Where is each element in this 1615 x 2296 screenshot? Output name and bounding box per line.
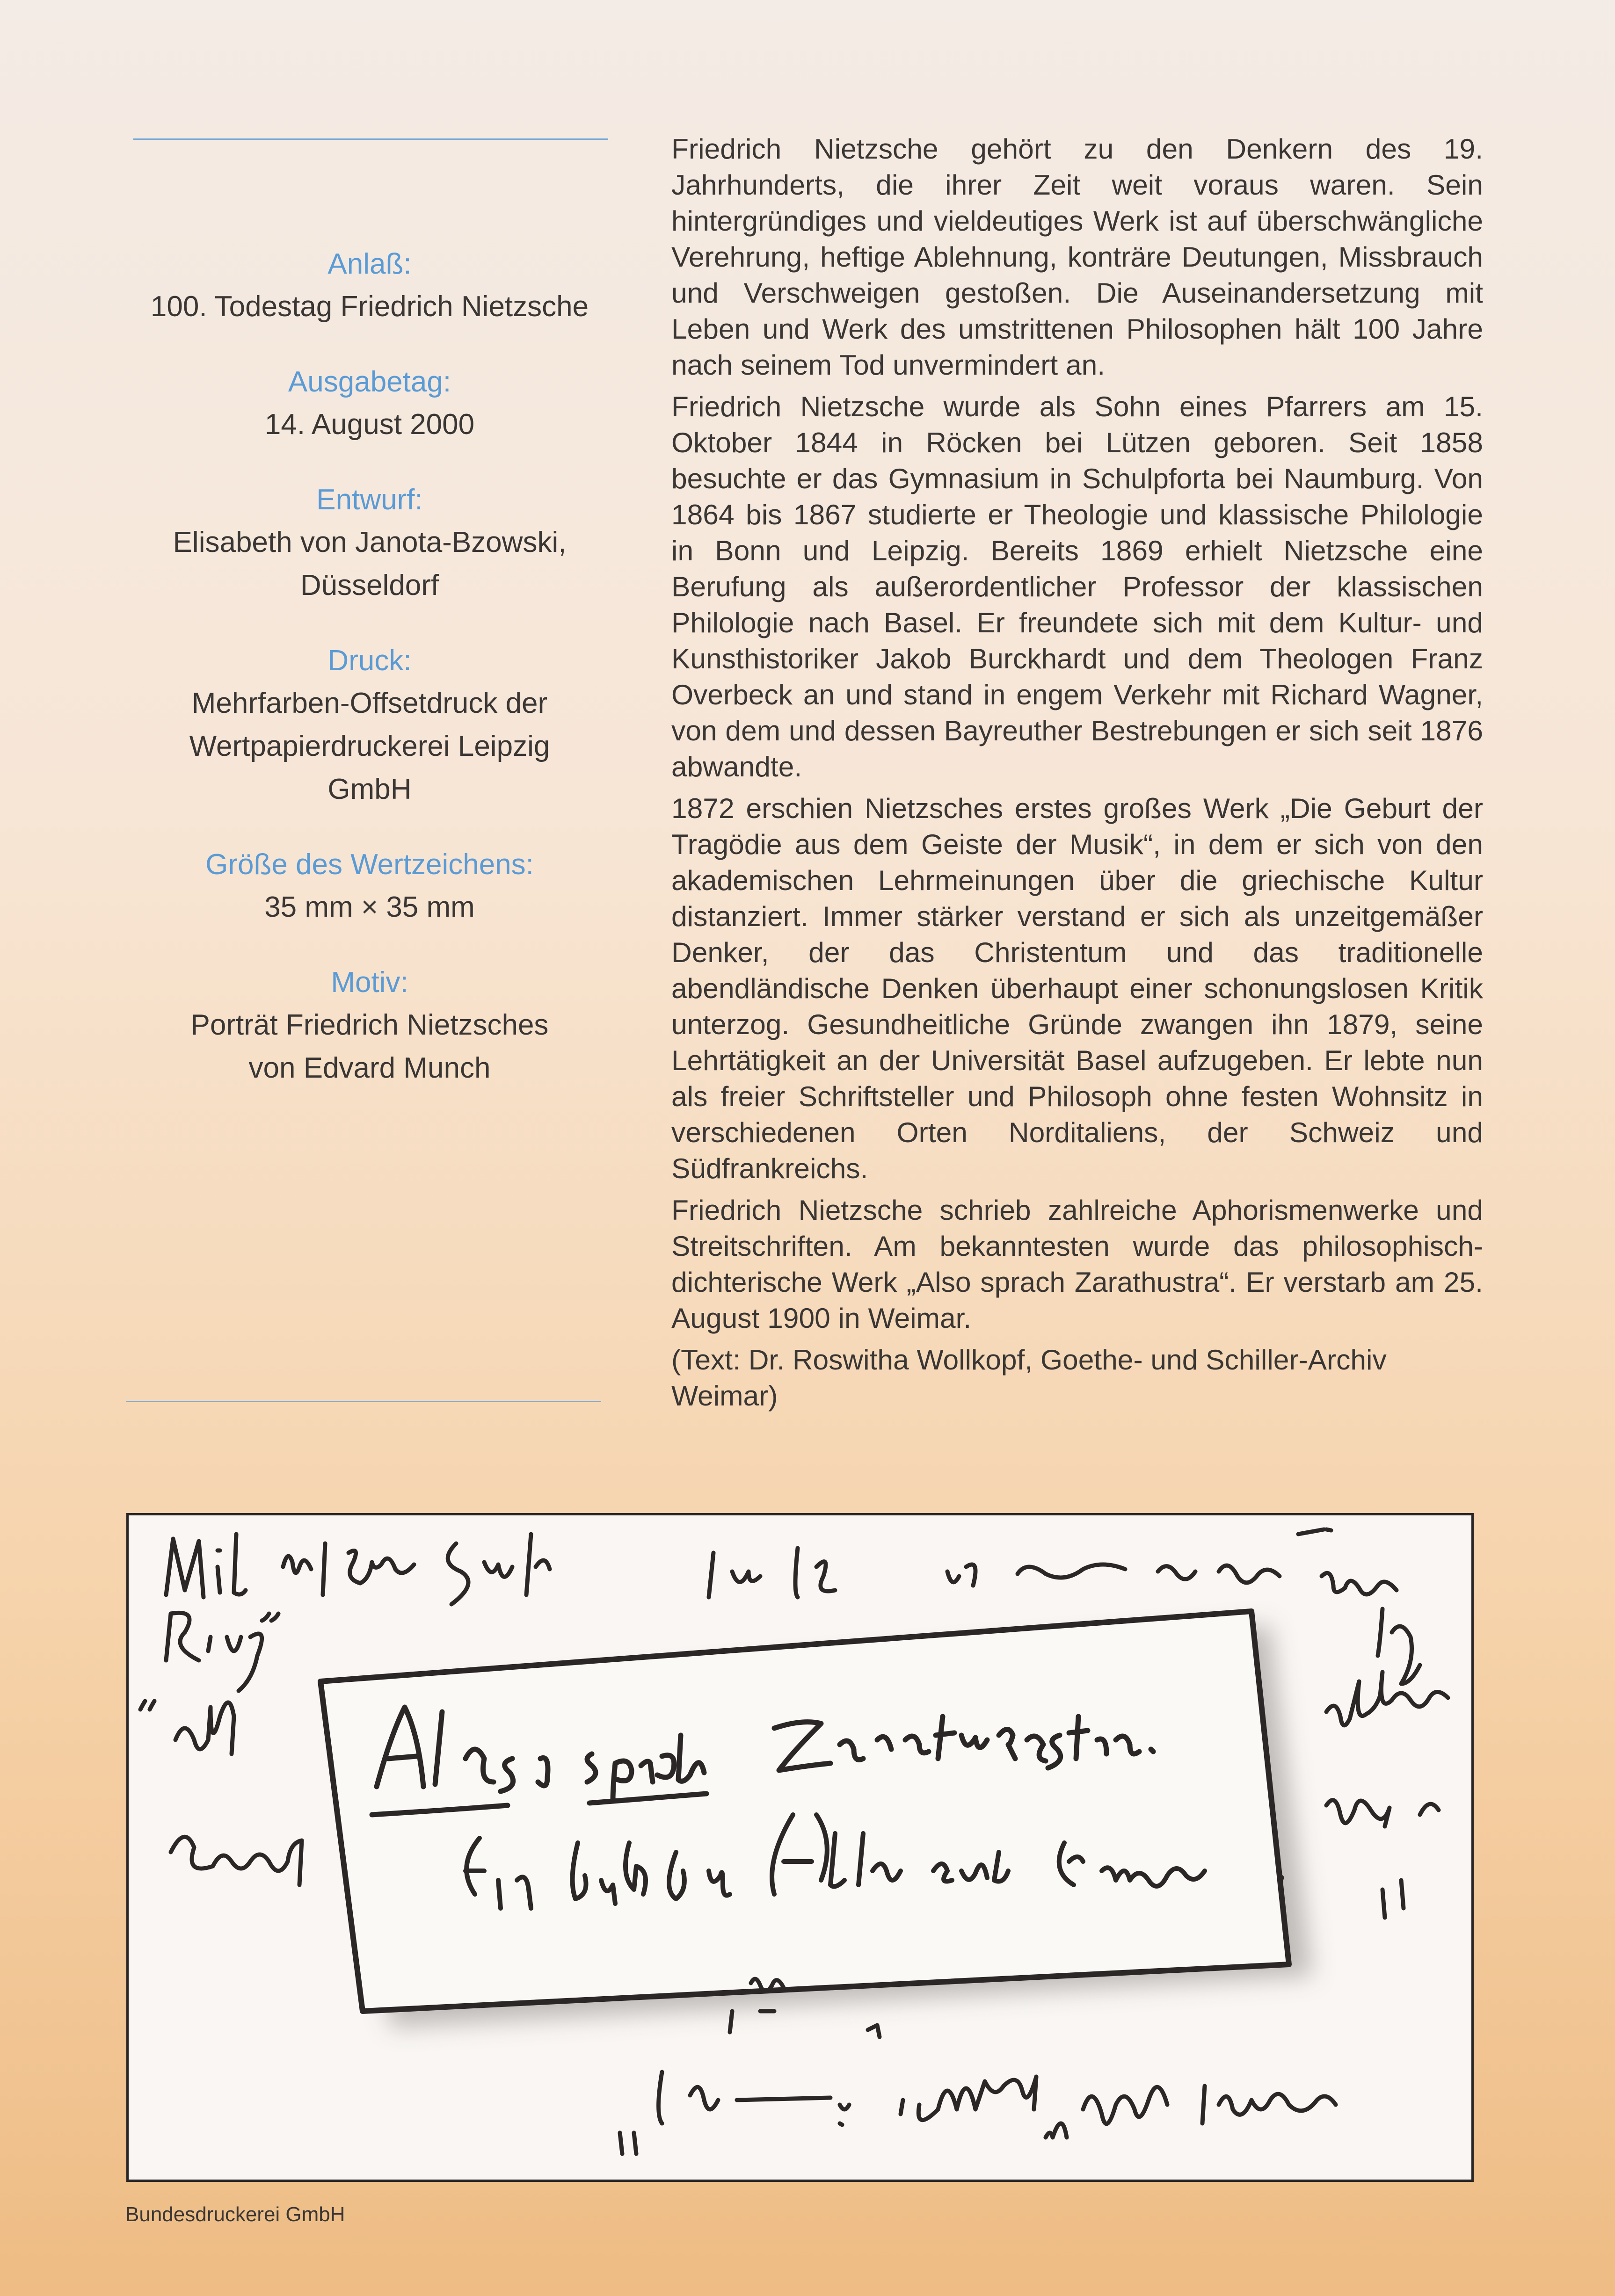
detail-label: Anlaß: <box>327 248 412 280</box>
detail-issue-date <box>126 361 613 446</box>
detail-value: 35 mm × 35 mm <box>264 891 475 923</box>
detail-value: Mehrfarben-Offsetdruck der Wertpapierdruckerei Leipzig GmbH <box>189 687 550 805</box>
detail-value: Elisabeth von Janota-Bzowski, Düsseldorf <box>173 526 567 601</box>
detail-label: Entwurf: <box>316 484 423 516</box>
article-paragraph: Friedrich Nietzsche schrieb zahlreiche Aphorismenwerke und Streitschriften. Am bekanntesten wurde das philosophisch-dichterische Werk „Also sprach Zarathustra“. Er verstarb am 25. August 1900 in Weimar. <box>671 1194 1483 1334</box>
detail-value: Porträt Friedrich Nietzsches von Edvard Munch <box>190 1009 549 1084</box>
article-paragraph: 1872 erschien Nietzsches erstes großes Werk „Die Geburt der Tragödie aus dem Geiste der Musik“, in dem er sich von den akademischen Lehrmeinungen über die griechische Kultur distanziert. Immer stärker verstand er sich als unzeitgemäßer Denker, der das Christentum und das traditionelle abendländische Denken überhaupt einer schonungslosen Kritik unterzog. Gesundheitliche Gründe zwangen ihn 1879, seine Lehrtätigkeit an der Universität Basel aufzugeben. Er lebte nun als freier Schriftsteller und Philosoph ohne festen Wohnsitz in verschiedenen Orten Norditaliens, der Schweiz und Südfrankreichs. <box>671 792 1483 1184</box>
publisher-footer: Bundesdruckerei GmbH <box>125 2203 345 2226</box>
detail-label: Druck: <box>327 645 412 677</box>
detail-label: Ausgabetag: <box>288 366 451 398</box>
detail-design <box>126 479 613 607</box>
detail-occasion <box>126 243 613 328</box>
article-text <box>671 131 1483 1420</box>
detail-value: 14. August 2000 <box>264 408 475 441</box>
article-paragraph: Friedrich Nietzsche gehört zu den Denkern des 19. Jahrhunderts, die ihrer Zeit weit voraus waren. Sein hintergründiges und vieldeutiges Werk ist auf überschwängliche Verehrung, heftige Ablehnung, konträre Deutungen, Missbrauch und Verschweigen gestoßen. Die Auseinandersetzung mit Leben und Werk des umstrittenen Philosophen hält 100 Jahre nach seinem Tod unvermindert an. <box>671 133 1483 381</box>
detail-label: Größe des Wertzeichens: <box>205 848 534 881</box>
stamp-details <box>126 243 613 1123</box>
article-credit: (Text: Dr. Roswitha Wollkopf, Goethe- und Schiller-Archiv Weimar) <box>671 1344 1387 1412</box>
detail-print <box>126 640 613 811</box>
handwriting-illustration <box>129 1515 1471 2180</box>
manuscript-facsimile <box>126 1513 1474 2182</box>
top-rule <box>133 138 608 140</box>
bottom-rule <box>126 1401 601 1402</box>
detail-value: 100. Todestag Friedrich Nietzsche <box>150 290 589 323</box>
detail-size <box>126 844 613 929</box>
detail-label: Motiv: <box>331 966 408 999</box>
detail-motif <box>126 962 613 1090</box>
article-paragraph: Friedrich Nietzsche wurde als Sohn eines Pfarrers am 15. Oktober 1844 in Röcken bei Lützen geboren. Seit 1858 besuchte er das Gymnasium in Schulpforta bei Naumburg. Von 1864 bis 1867 studierte er Theologie und klassische Philologie in Bonn und Leipzig. Bereits 1869 erhielt Nietzsche eine Berufung als außerordentlicher Professor der klassischen Philologie nach Basel. Er freundete sich mit dem Kultur- und Kunsthistoriker Jakob Burckhardt und dem Theologen Franz Overbeck an und stand in engem Verkehr mit Richard Wagner, von dem und dessen Bayreuther Bestrebungen er sich seit 1876 abwandte. <box>671 391 1483 782</box>
